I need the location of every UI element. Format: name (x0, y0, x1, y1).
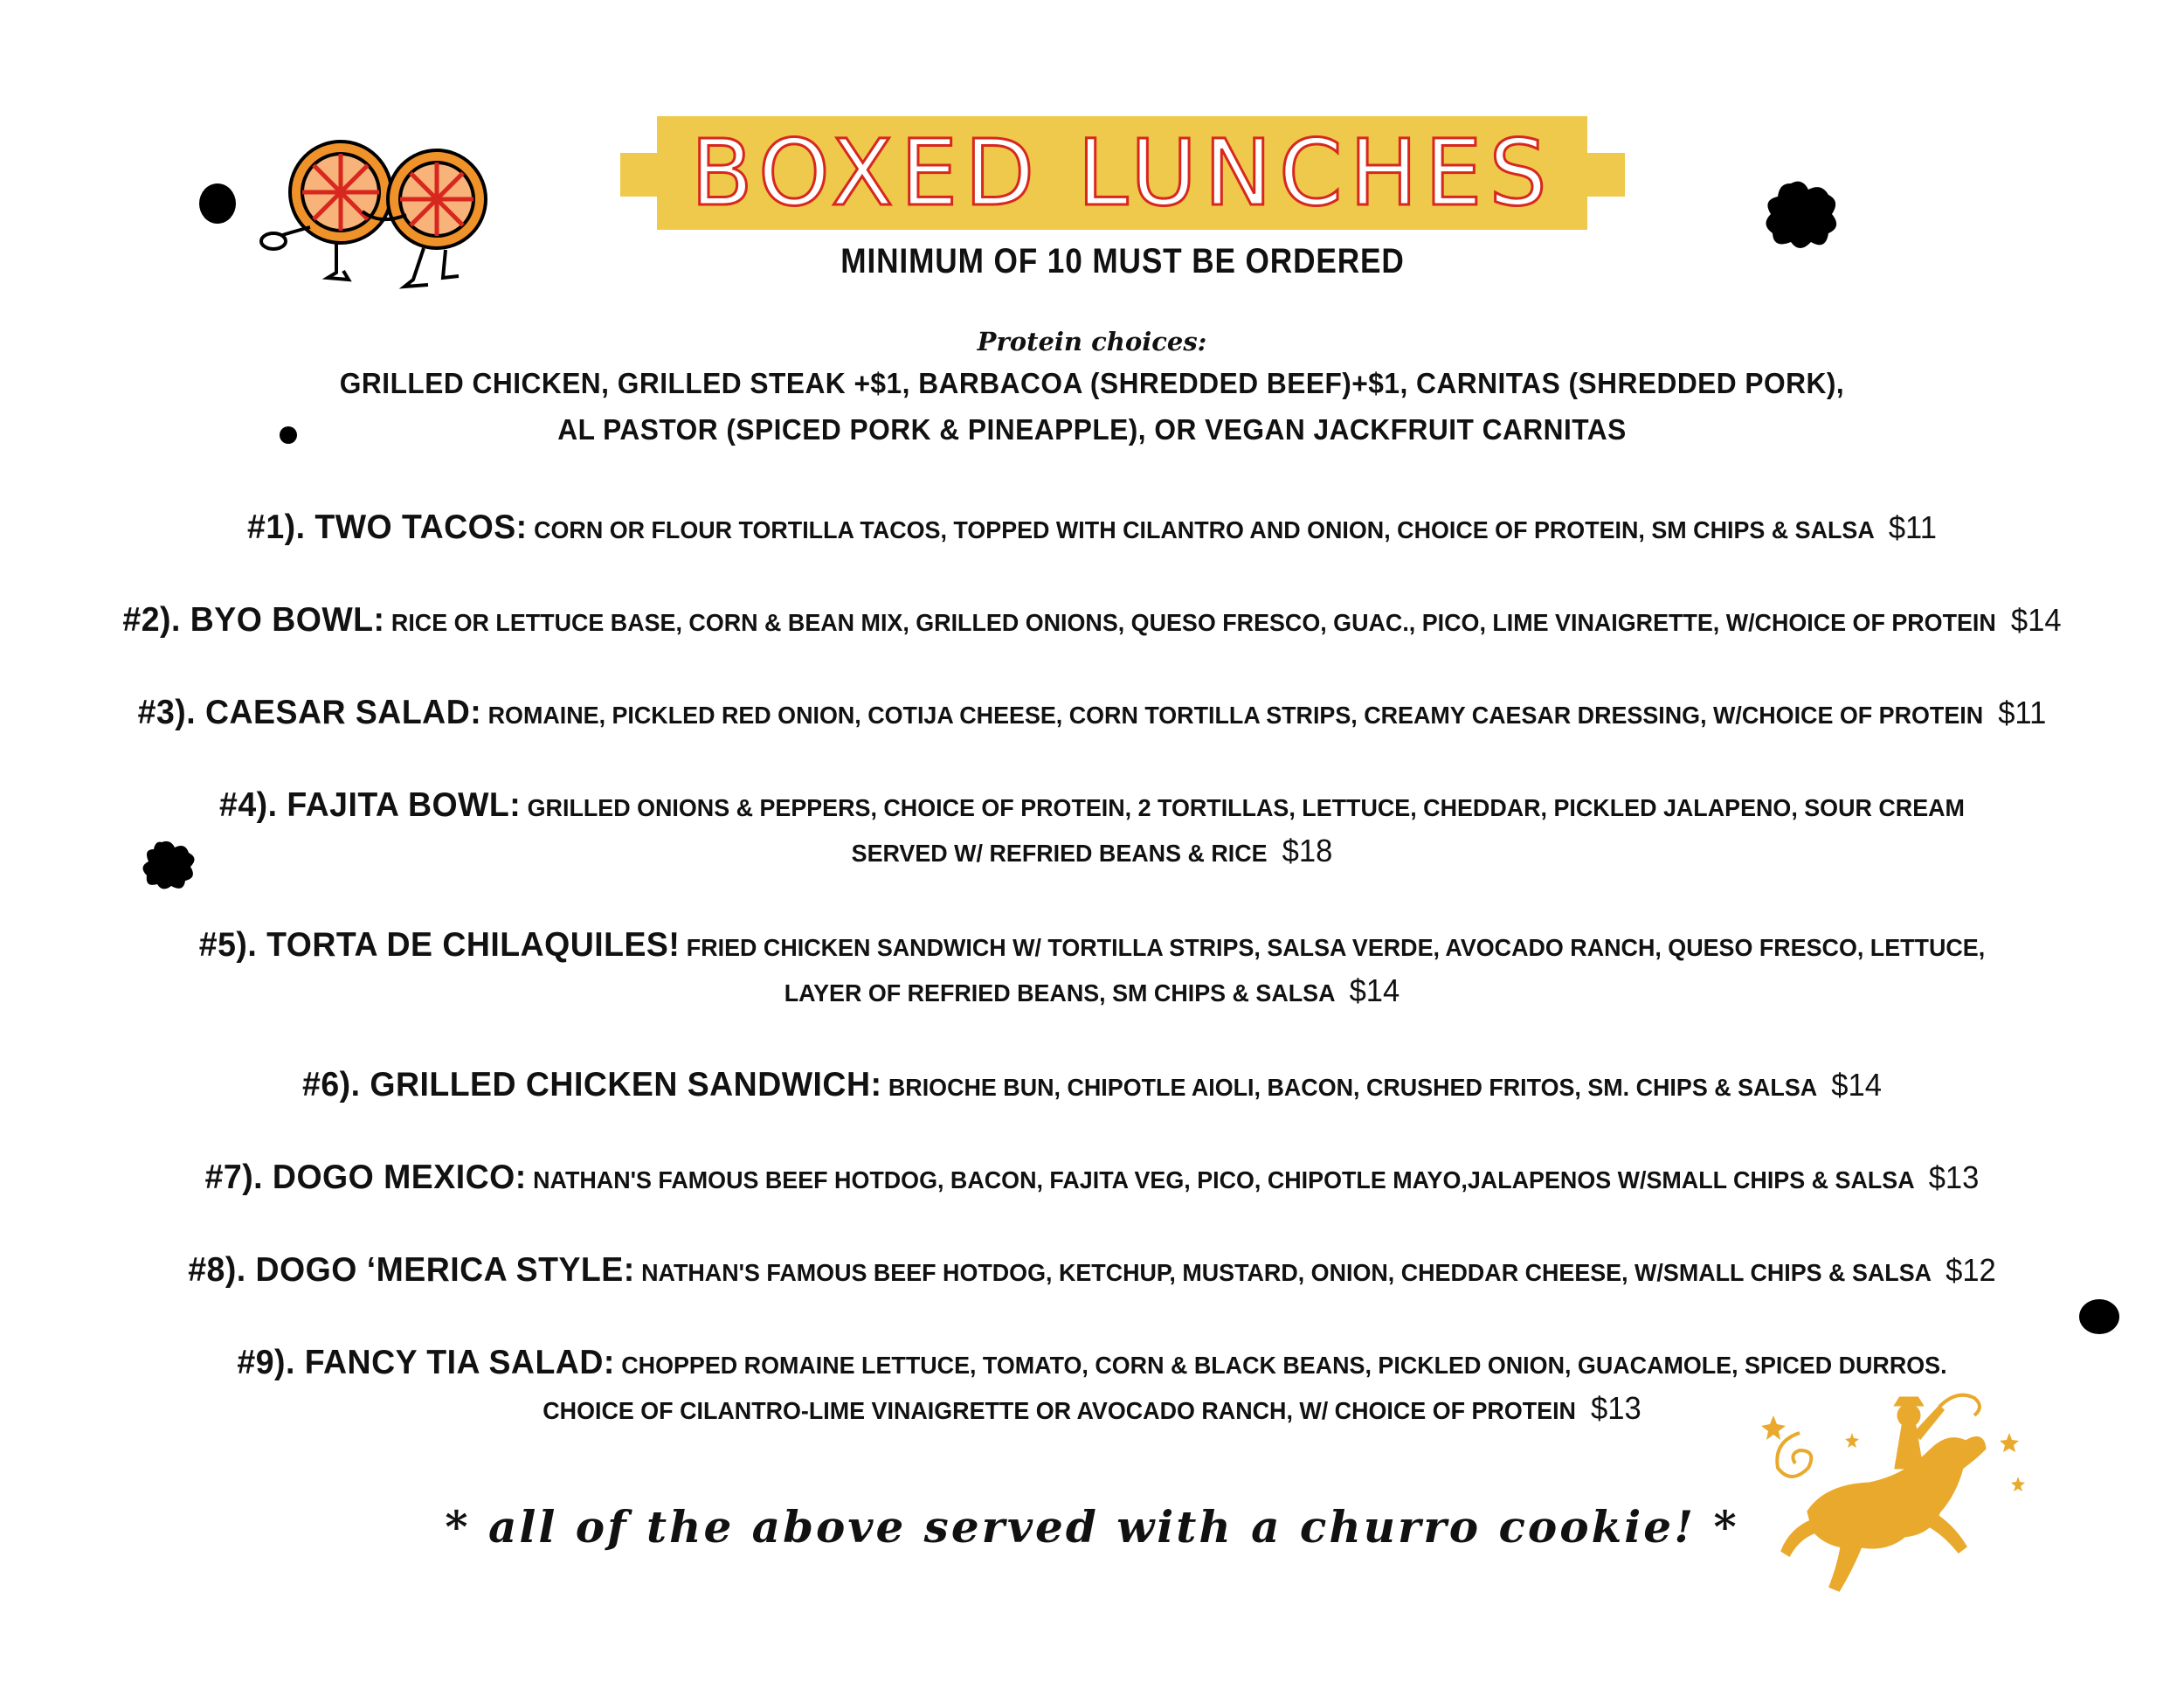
item-name: #3). CAESAR SALAD: (137, 694, 482, 731)
item-description: BRIOCHE BUN, CHIPOTLE AIOLI, BACON, CRUSHED FRITOS, SM. CHIPS & SALSA (888, 1074, 1817, 1101)
page-subtitle: MINIMUM OF 10 MUST BE ORDERED (840, 242, 1405, 280)
ink-dot (2079, 1299, 2119, 1334)
item-description: CORN OR FLOUR TORTILLA TACOS, TOPPED WITH CILANTRO AND ONION, CHOICE OF PROTEIN, SM CHIPS & SALSA (534, 516, 1874, 543)
item-price: $11 (1998, 695, 2047, 730)
item-name: #9). FANCY TIA SALAD: (237, 1344, 615, 1381)
page-title: BOXED LUNCHES (690, 120, 1554, 226)
item-description: SERVED W/ REFRIED BEANS & RICE (851, 840, 1268, 867)
menu-item-9-line-2 (44, 1387, 2140, 1432)
item-price: $13 (1591, 1390, 1641, 1426)
protein-heading: Protein choices: (977, 327, 1207, 356)
item-name: #2). BYO BOWL: (122, 601, 385, 639)
item-name: #7). DOGO MEXICO: (204, 1159, 527, 1196)
item-price: $14 (1349, 972, 1400, 1008)
menu-item-7 (44, 1157, 2140, 1201)
item-description: NATHAN'S FAMOUS BEEF HOTDOG, KETCHUP, MUSTARD, ONION, CHEDDAR CHEESE, W/SMALL CHIPS & SALSA (641, 1259, 1932, 1286)
ink-splat-icon (1760, 179, 1843, 253)
item-description: CHOPPED ROMAINE LETTUCE, TOMATO, CORN & BLACK BEANS, PICKLED ONION, GUACAMOLE, SPICED DURROS. (621, 1352, 1947, 1379)
item-description: GRILLED ONIONS & PEPPERS, CHOICE OF PROTEIN, 2 TORTILLAS, LETTUCE, CHEDDAR, PICKLED JALAPENO, SOUR CREAM (527, 794, 1965, 821)
footer-note: * all of the above served with a churro cookie! * (445, 1501, 1739, 1553)
item-price: $14 (1831, 1067, 1882, 1103)
item-price: $13 (1928, 1159, 1980, 1195)
menu-item-4 (44, 785, 2140, 829)
item-description: NATHAN'S FAMOUS BEEF HOTDOG, BACON, FAJITA VEG, PICO, CHIPOTLE MAYO,JALAPENOS W/SMALL CHIPS & SALSA (533, 1166, 1914, 1193)
item-name: #6). GRILLED CHICKEN SANDWICH: (302, 1066, 882, 1103)
item-description: RICE OR LETTUCE BASE, CORN & BEAN MIX, GRILLED ONIONS, QUESO FRESCO, GUAC., PICO, LIME VINAIGRETTE, W/CHOICE OF PROTEIN (390, 609, 1996, 636)
item-description: ROMAINE, PICKLED RED ONION, COTIJA CHEESE, CORN TORTILLA STRIPS, CREAMY CAESAR DRESSING, W/CHOICE OF PROTEIN (487, 702, 1984, 729)
item-name: #1). TWO TACOS: (247, 508, 528, 546)
orange-slices-mascot-icon (258, 131, 502, 306)
item-description: CHOICE OF CILANTRO-LIME VINAIGRETTE OR AVOCADO RANCH, W/ CHOICE OF PROTEIN (543, 1397, 1576, 1424)
ink-dot (199, 183, 236, 224)
menu-item-5-line-2 (44, 970, 2140, 1014)
menu-item-4-line-2 (44, 830, 2140, 875)
menu-item-6 (44, 1064, 2140, 1109)
menu-item-2 (44, 599, 2140, 644)
item-name: #8). DOGO ‘MERICA STYLE: (188, 1251, 635, 1289)
menu-item-5 (44, 924, 2140, 969)
item-price: $12 (1946, 1252, 1996, 1288)
item-description: LAYER OF REFRIED BEANS, SM CHIPS & SALSA (784, 979, 1335, 1007)
item-price: $18 (1282, 833, 1333, 868)
menu-item-3 (44, 692, 2140, 737)
item-price: $11 (1888, 509, 1937, 545)
menu-item-1 (44, 507, 2140, 551)
item-price: $14 (2010, 602, 2062, 638)
item-description: FRIED CHICKEN SANDWICH W/ TORTILLA STRIPS, SALSA VERDE, AVOCADO RANCH, QUESO FRESCO, LETTUCE, (686, 934, 1986, 961)
menu-item-8 (44, 1249, 2140, 1294)
item-name: #5). TORTA DE CHILAQUILES! (198, 926, 681, 964)
protein-line-1: GRILLED CHICKEN, GRILLED STEAK +$1, BARBACOA (SHREDDED BEEF)+$1, CARNITAS (SHREDDED PORK), (339, 367, 1845, 399)
menu-item-9 (44, 1342, 2140, 1387)
protein-line-2: AL PASTOR (SPICED PORK & PINEAPPLE), OR VEGAN JACKFRUIT CARNITAS (557, 413, 1627, 446)
item-name: #4). FAJITA BOWL: (219, 786, 522, 824)
